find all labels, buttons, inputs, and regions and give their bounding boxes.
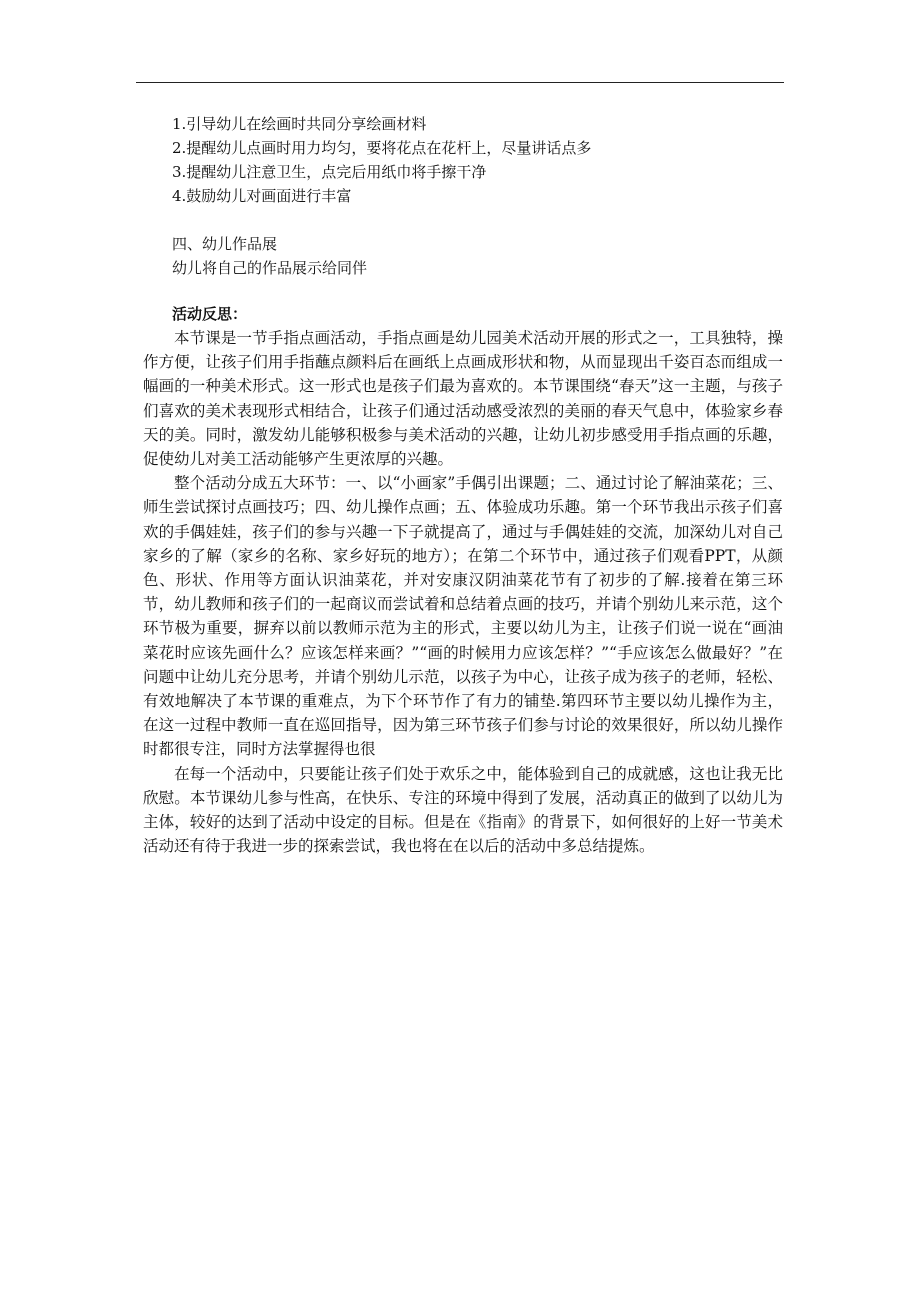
header-rule (136, 82, 784, 83)
reflection-heading: 活动反思： (172, 305, 248, 323)
list-item: 1.引导幼儿在绘画时共同分享绘画材料 (172, 115, 427, 133)
section-text: 幼儿将自己的作品展示给同伴 (172, 259, 368, 277)
reflection-paragraph: 在每一个活动中，只要能让孩子们处于欢乐之中，能体验到自己的成就感，这也让我无比欣慰。本节课幼儿参与性高，在快乐、专注的环境中得到了发展，活动真正的做到了以幼儿为主体，较好的达到了活动中设定的目标。但是在《指南》的背景下，如何很好的上好一节美术活动还有待于我进一步的探索尝试，我也将在在以后的活动中多总结提炼。 (143, 764, 783, 856)
section-heading: 四、幼儿作品展 (172, 235, 278, 253)
list-item: 4.鼓励幼儿对画面进行丰富 (172, 187, 352, 205)
list-item: 3.提醒幼儿注意卫生，点完后用纸巾将手擦干净 (172, 163, 487, 181)
reflection-body (143, 326, 783, 858)
reflection-paragraph: 整个活动分成五大环节：一、以“小画家”手偶引出课题；二、通过讨论了解油菜花；三、师生尝试探讨点画技巧；四、幼儿操作点画；五、体验成功乐趣。第一个环节我出示孩子们喜欢的手偶娃娃，孩子们的参与兴趣一下子就提高了，通过与手偶娃娃的交流，加深幼儿对自己家乡的了解（家乡的名称、家乡好玩的地方）；在第二个环节中，通过孩子们观看PPT，从颜色、形状、作用等方面认识油菜花，并对安康汉阴油菜花节有了初步的了解.接着在第三环节，幼儿教师和孩子们的一起商议而尝试着和总结着点画的技巧，并请个别幼儿来示范，这个环节极为重要，摒弃以前以教师示范为主的形式，主要以幼儿为主，让孩子们说一说在“画油菜花时应该先画什么？应该怎样来画？”“画的时候用力应该怎样？”“手应该怎么做最好？”在问题中让幼儿充分思考，并请个别幼儿示范，以孩子为中心，让孩子成为孩子的老师，轻松、有效地解决了本节课的重难点，为下个环节作了有力的铺垫.第四环节主要以幼儿操作为主，在这一过程中教师一直在巡回指导，因为第三环节孩子们参与讨论的效果很好，所以幼儿操作时都很专注，同时方法掌握得也很 (143, 474, 783, 759)
guidance-list (172, 112, 772, 208)
works-exhibition-section (172, 232, 772, 280)
list-item: 2.提醒幼儿点画时用力均匀，要将花点在花杆上，尽量讲话点多 (172, 139, 592, 157)
reflection-paragraph: 本节课是一节手指点画活动，手指点画是幼儿园美术活动开展的形式之一，工具独特，操作方便，让孩子们用手指蘸点颜料后在画纸上点画成形状和物，从而显现出千姿百态而组成一幅画的一种美术形式。这一形式也是孩子们最为喜欢的。本节课围绕“春天”这一主题，与孩子们喜欢的美术表现形式相结合，让孩子们通过活动感受浓烈的美丽的春天气息中，体验家乡春天的美。同时，激发幼儿能够积极参与美术活动的兴趣，让幼儿初步感受用手指点画的乐趣，促使幼儿对美工活动能够产生更浓厚的兴趣。 (143, 329, 783, 469)
